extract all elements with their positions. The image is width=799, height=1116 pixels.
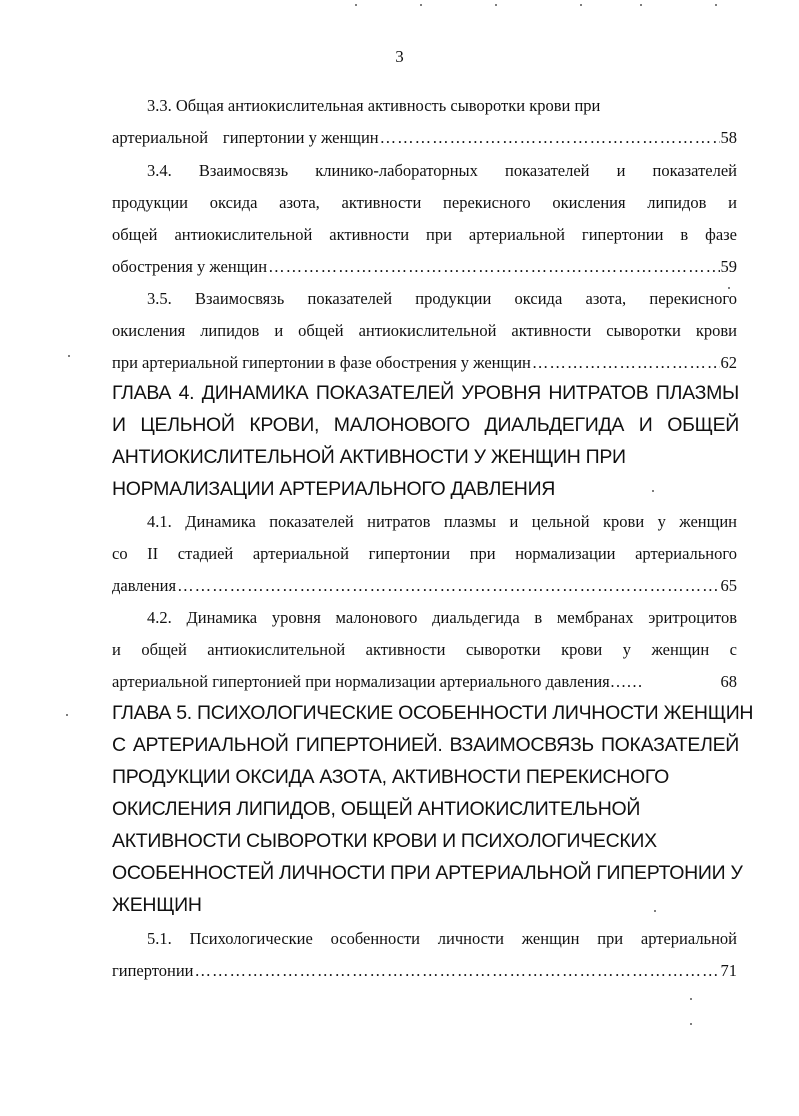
toc-page-number: 68	[720, 672, 737, 691]
toc-entry-5-1-line-1: 5.1. Психологические особенности личности женщин при артериальной	[147, 929, 737, 948]
dot-leader	[177, 576, 719, 596]
chapter-5-heading-line-2: С АРТЕРИАЛЬНОЙ ГИПЕРТОНИЕЙ. ВЗАИМОСВЯЗЬ ПОКАЗАТЕЛЕЙ	[112, 734, 739, 756]
toc-entry-text: гипертонии	[112, 961, 194, 980]
toc-entry-3-5-line-1: 3.5. Взаимосвязь показателей продукции оксида азота, перекисного	[147, 289, 737, 308]
toc-entry-3-4-line-2: продукции оксида азота, активности перекисного окисления липидов и	[112, 193, 737, 212]
toc-entry-3-5-last-line	[112, 353, 737, 373]
scan-speck	[495, 4, 497, 6]
scan-speck	[728, 287, 730, 289]
chapter-4-heading-line-3: АНТИОКИСЛИТЕЛЬНОЙ АКТИВНОСТИ У ЖЕНЩИН ПРИ	[112, 446, 626, 468]
toc-entry-3-3-line-1: 3.3. Общая антиокислительная активность сыворотки крови при	[147, 96, 601, 115]
chapter-5-heading-line-4: ОКИСЛЕНИЯ ЛИПИДОВ, ОБЩЕЙ АНТИОКИСЛИТЕЛЬНОЙ	[112, 798, 641, 820]
dot-leader	[532, 353, 720, 373]
toc-page-number: 62	[720, 353, 737, 372]
scan-speck	[68, 355, 70, 357]
toc-entry-text-2: гипертонии у женщин	[222, 128, 379, 147]
dot-leader	[380, 128, 720, 148]
toc-entry-3-4-line-3: общей антиокислительной активности при артериальной гипертонии в фазе	[112, 225, 737, 244]
chapter-4-heading-line-2: И ЦЕЛЬНОЙ КРОВИ, МАЛОНОВОГО ДИАЛЬДЕГИДА И ОБЩЕЙ	[112, 414, 739, 436]
scan-speck	[690, 998, 692, 1000]
toc-entry-3-4-line-1: 3.4. Взаимосвязь клинико-лабораторных показателей и показателей	[147, 161, 737, 180]
toc-entry-text: артериальной	[112, 128, 209, 147]
toc-entry-text: артериальной гипертонией при нормализации артериального давления……	[112, 672, 643, 691]
chapter-5-heading-line-6: ОСОБЕННОСТЕЙ ЛИЧНОСТИ ПРИ АРТЕРИАЛЬНОЙ ГИПЕРТОНИИ У	[112, 862, 743, 884]
toc-page-number: 65	[720, 576, 737, 595]
scan-speck	[690, 1023, 692, 1025]
toc-page-number: 59	[720, 257, 737, 276]
scan-speck	[654, 910, 656, 912]
toc-entry-4-1-line-1: 4.1. Динамика показателей нитратов плазмы и цельной крови у женщин	[147, 512, 737, 531]
chapter-5-heading-line-1: ГЛАВА 5. ПСИХОЛОГИЧЕСКИЕ ОСОБЕННОСТИ ЛИЧНОСТИ ЖЕНЩИН	[112, 702, 754, 724]
toc-entry-4-2-last-line	[112, 672, 737, 692]
toc-entry-4-2-line-1: 4.2. Динамика уровня малонового диальдегида в мембранах эритроцитов	[147, 608, 737, 627]
chapter-5-heading-line-3: ПРОДУКЦИИ ОКСИДА АЗОТА, АКТИВНОСТИ ПЕРЕКИСНОГО	[112, 766, 669, 788]
toc-entry-text: обострения у женщин	[112, 257, 268, 276]
scan-speck	[652, 490, 654, 492]
scan-speck	[420, 4, 422, 6]
toc-entry-text: давления	[112, 576, 177, 595]
chapter-5-heading-line-5: АКТИВНОСТИ СЫВОРОТКИ КРОВИ И ПСИХОЛОГИЧЕСКИХ	[112, 830, 657, 852]
scan-speck	[640, 4, 642, 6]
toc-entry-3-4-last-line	[112, 257, 737, 277]
toc-entry-text: при артериальной гипертонии в фазе обострения у женщин	[112, 353, 531, 372]
chapter-4-heading-line-4: НОРМАЛИЗАЦИИ АРТЕРИАЛЬНОГО ДАВЛЕНИЯ	[112, 478, 556, 500]
chapter-5-heading-line-7: ЖЕНЩИН	[112, 894, 202, 916]
scan-speck	[580, 4, 582, 6]
toc-entry-4-1-last-line	[112, 576, 737, 596]
page-number: 3	[395, 47, 404, 66]
toc-entry-3-3-last-line	[112, 128, 737, 148]
chapter-4-heading-line-1: ГЛАВА 4. ДИНАМИКА ПОКАЗАТЕЛЕЙ УРОВНЯ НИТРАТОВ ПЛАЗМЫ	[112, 382, 739, 404]
toc-entry-4-1-line-2: со II стадией артериальной гипертонии при нормализации артериального	[112, 544, 737, 563]
scan-speck	[66, 714, 68, 716]
dot-leader	[195, 961, 720, 981]
scan-speck	[355, 4, 357, 6]
toc-entry-5-1-last-line	[112, 961, 737, 981]
toc-entry-4-2-line-2: и общей антиокислительной активности сыворотки крови у женщин с	[112, 640, 737, 659]
toc-entry-3-5-line-2: окисления липидов и общей антиокислительной активности сыворотки крови	[112, 321, 737, 340]
toc-page-number: 71	[720, 961, 737, 980]
toc-page-number: 58	[720, 128, 737, 147]
dot-leader	[268, 257, 719, 277]
scan-speck	[715, 4, 717, 6]
